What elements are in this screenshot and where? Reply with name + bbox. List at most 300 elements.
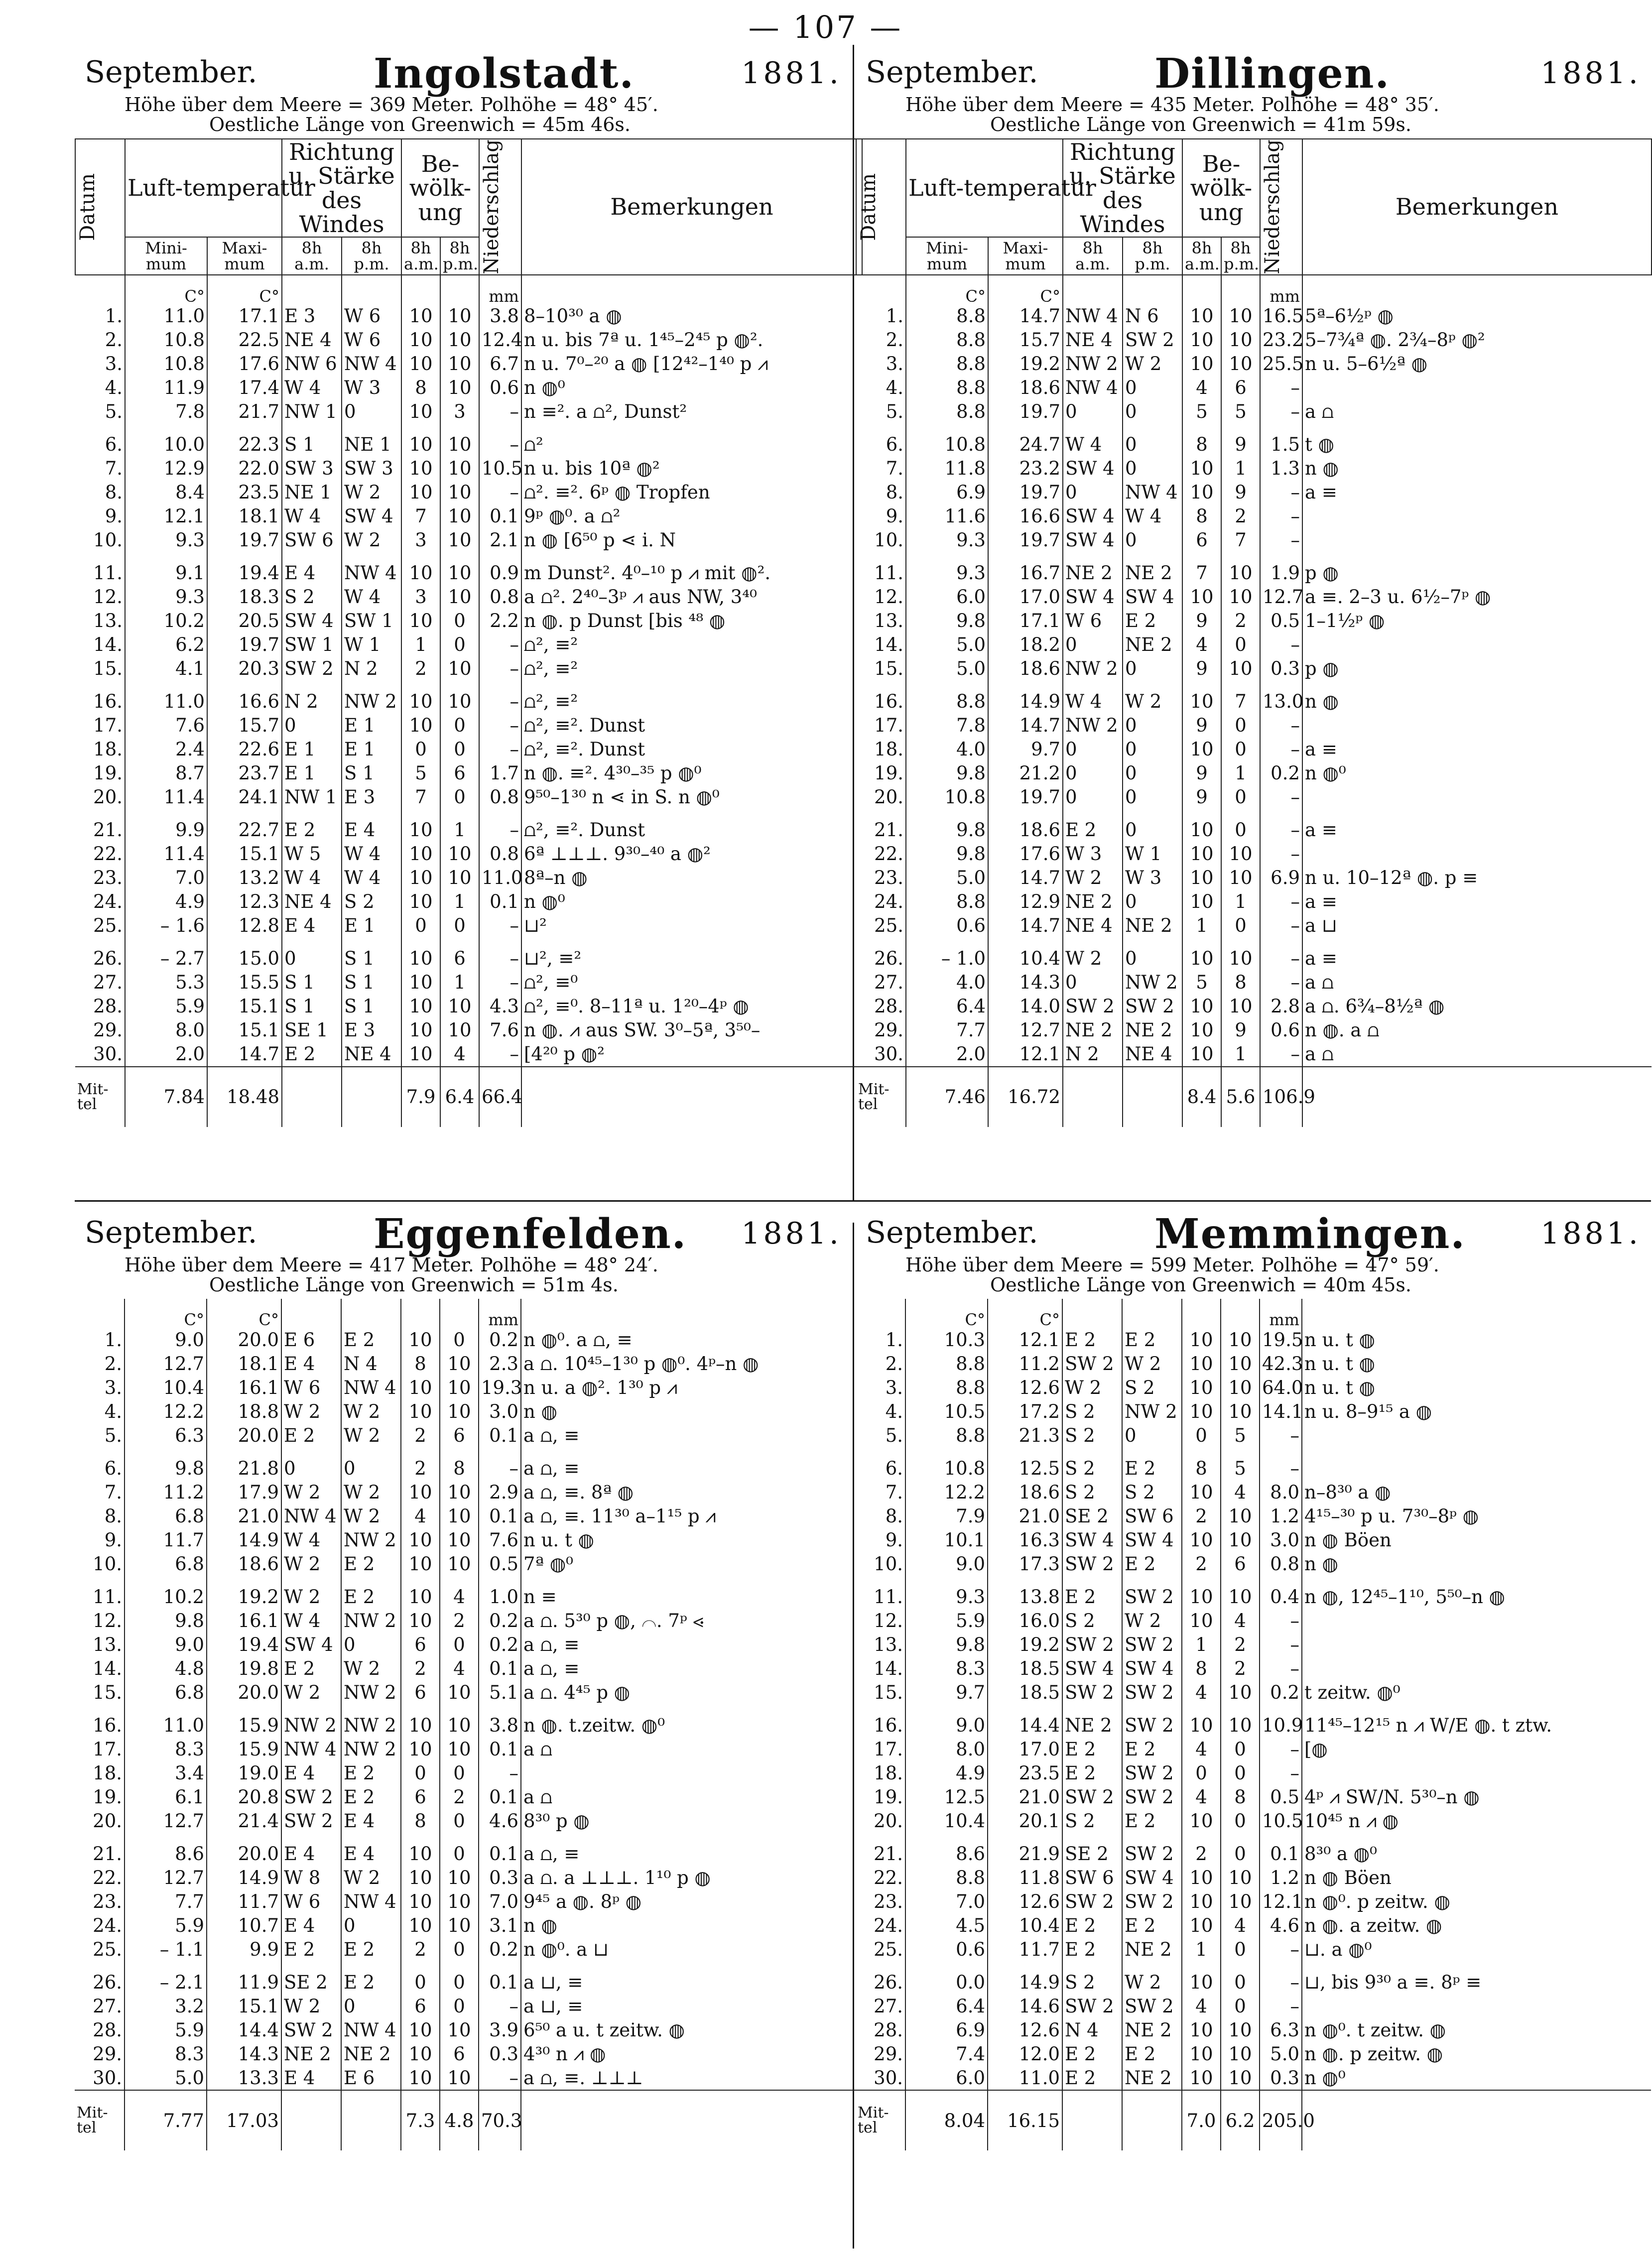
cell-minimum: 9.8: [125, 1609, 207, 1632]
station-longitude: Oestliche Länge von Greenwich = 51m 4s.: [209, 1274, 619, 1296]
cell-minimum: 10.0: [125, 433, 207, 457]
cell-niederschlag: 3.8: [479, 1713, 521, 1737]
cell-maximum: 17.1: [988, 609, 1063, 633]
cell-cloud-am: 4: [1182, 1680, 1221, 1704]
cell-niederschlag: 14.1: [1260, 1399, 1302, 1423]
cell-maximum: 19.2: [988, 1632, 1062, 1656]
cell-niederschlag: –: [1260, 1737, 1302, 1761]
table-row: [75, 561, 862, 585]
cell-cloud-pm: 1: [440, 890, 479, 914]
cell-maximum: 23.5: [207, 481, 282, 504]
cell-datum: 18.: [856, 738, 906, 761]
cell-wind-pm: SW 2: [1122, 1632, 1182, 1656]
cell-datum: 25.: [856, 914, 906, 938]
cell-cloud-am: 10: [1182, 1913, 1221, 1937]
table-row: [75, 1376, 862, 1399]
cell-bemerkungen: a ⩍. 4⁴⁵ p ◍: [523, 1681, 631, 1703]
cell-bemerkungen: ⩍², ≡². Dunst: [524, 819, 645, 841]
cell-niederschlag: 0.8: [1260, 1552, 1302, 1576]
cell-cloud-pm: 2: [1221, 609, 1260, 633]
cell-bemerkungen: n ◍: [1304, 1553, 1338, 1575]
cell-minimum: 9.8: [905, 1632, 988, 1656]
cell-niederschlag: 1.7: [479, 761, 521, 785]
cell-cloud-pm: 10: [440, 2018, 479, 2042]
cell-cloud-pm: 0: [1221, 1842, 1260, 1866]
cell-wind-pm: E 4: [342, 818, 401, 842]
cell-minimum: 2.0: [906, 1042, 988, 1067]
cell-minimum: 8.8: [906, 890, 988, 914]
cell-maximum: 17.3: [988, 1552, 1062, 1576]
cell-cloud-pm: 10: [440, 842, 479, 866]
cell-maximum: 13.2: [207, 866, 282, 890]
cell-minimum: 11.8: [906, 457, 988, 481]
table-row: [856, 1528, 1651, 1552]
cell-cloud-pm: 10: [440, 352, 479, 376]
cell-bemerkungen: a ≡: [1305, 948, 1337, 970]
cell-cloud-pm: 4: [440, 1042, 479, 1067]
cell-cloud-pm: 2: [1221, 1656, 1260, 1680]
cell-maximum: 20.0: [207, 1680, 281, 1704]
cell-wind-am: W 6: [281, 1889, 341, 1913]
table-row: [75, 528, 862, 552]
cell-minimum: 10.8: [125, 352, 207, 376]
cell-niederschlag: 0.1: [479, 504, 521, 528]
station-month: September.: [85, 55, 257, 90]
cell-bemerkungen: ⩍², ≡²: [524, 658, 578, 680]
table-row: [75, 657, 862, 681]
cell-datum: 29.: [75, 2042, 125, 2066]
cell-cloud-am: 10: [1182, 1528, 1221, 1552]
table-row: [75, 1761, 862, 1785]
cell-wind-pm: NE 2: [1123, 633, 1182, 657]
cell-minimum: 4.1: [125, 657, 207, 681]
cell-wind-am: W 2: [281, 1680, 341, 1704]
cell-cloud-am: 10: [1182, 842, 1221, 866]
cell-wind-am: NE 2: [1062, 1713, 1122, 1737]
table-row: [75, 761, 862, 785]
cell-minimum: 9.3: [906, 561, 988, 585]
cell-cloud-pm: 10: [440, 1913, 479, 1937]
cell-maximum: 14.4: [207, 2018, 281, 2042]
cell-cloud-pm: 10: [440, 1399, 479, 1423]
cell-bemerkungen: n ◍. a zeitw. ◍: [1304, 1914, 1442, 1936]
cell-bemerkungen: a ⩍: [523, 1786, 552, 1808]
cell-cloud-am: 10: [1182, 1376, 1221, 1399]
cell-datum: 14.: [75, 633, 125, 657]
cell-wind-pm: NE 4: [1123, 1042, 1182, 1067]
mean-niederschlag: 66.4: [479, 1067, 521, 1127]
cell-bemerkungen: [1302, 1994, 1651, 2018]
table-row: [856, 1609, 1651, 1632]
cell-datum: 6.: [75, 1456, 125, 1480]
weather-table: [856, 138, 1652, 1127]
cell-cloud-pm: 0: [440, 738, 479, 761]
cell-cloud-am: 2: [401, 1423, 440, 1447]
cell-cloud-pm: 0: [440, 1994, 479, 2018]
cell-bemerkungen: n ◍⁰. a ⩍, ≡: [523, 1329, 633, 1351]
cell-cloud-am: 10: [401, 1737, 440, 1761]
cell-niederschlag: 1.3: [1260, 457, 1302, 481]
cell-cloud-pm: 10: [1221, 1713, 1260, 1737]
cell-niederschlag: –: [479, 714, 521, 738]
cell-bemerkungen: a ⩍. a ⊥⊥⊥. 1¹⁰ p ◍: [523, 1867, 711, 1888]
unit-mm: mm: [479, 1299, 521, 1328]
table-row: [75, 457, 862, 481]
cell-datum: 4.: [856, 376, 906, 400]
cell-maximum: 15.1: [207, 1994, 281, 2018]
table-row: [75, 818, 862, 842]
cell-wind-pm: NW 2: [342, 690, 401, 714]
cell-cloud-pm: 10: [440, 1504, 479, 1528]
cell-minimum: 8.6: [125, 1842, 207, 1866]
cell-datum: 25.: [856, 1937, 905, 1961]
cell-bemerkungen: n u. 5–6½ª ◍: [1305, 353, 1428, 375]
cell-maximum: 18.5: [988, 1656, 1062, 1680]
cell-cloud-pm: 0: [440, 914, 479, 938]
cell-wind-am: SE 1: [282, 1018, 342, 1042]
cell-wind-pm: E 2: [341, 1585, 401, 1609]
cell-niederschlag: 13.0: [1260, 690, 1302, 714]
table-row: [75, 947, 862, 971]
cell-datum: 7.: [856, 1480, 905, 1504]
cell-cloud-pm: 10: [440, 1866, 479, 1889]
cell-datum: 15.: [856, 657, 906, 681]
cell-maximum: 18.6: [988, 376, 1063, 400]
cell-cloud-pm: 4: [1221, 1480, 1260, 1504]
cell-datum: 4.: [856, 1399, 905, 1423]
cell-datum: 12.: [75, 585, 125, 609]
cell-wind-pm: E 2: [341, 1785, 401, 1809]
cell-wind-pm: 0: [1123, 890, 1182, 914]
cell-bemerkungen: a ≡. 2–3 u. 6½–7ᵖ ◍: [1305, 586, 1491, 608]
cell-cloud-pm: 0: [1221, 1761, 1260, 1785]
cell-wind-am: S 2: [1062, 1399, 1122, 1423]
cell-maximum: 21.0: [988, 1785, 1062, 1809]
cell-cloud-am: 4: [1182, 376, 1221, 400]
cell-niederschlag: 6.3: [1260, 2018, 1302, 2042]
cell-datum: 18.: [75, 1761, 125, 1785]
cell-bemerkungen: n u. t ◍: [1304, 1353, 1375, 1375]
mean-cloud-am: 7.0: [1182, 2090, 1221, 2150]
cell-wind-am: NW 4: [281, 1504, 341, 1528]
cell-cloud-pm: 6: [440, 1423, 479, 1447]
cell-cloud-am: 10: [401, 1713, 440, 1737]
cell-minimum: 8.7: [125, 761, 207, 785]
cell-cloud-am: 4: [401, 1504, 440, 1528]
header-bemerkungen: Bemerkungen: [1302, 139, 1652, 275]
cell-datum: 9.: [856, 504, 906, 528]
cell-niederschlag: 0.5: [1260, 1785, 1302, 1809]
table-row: [856, 761, 1652, 785]
cell-wind-pm: W 2: [341, 1423, 401, 1447]
weather-table: [856, 1299, 1651, 2150]
cell-cloud-pm: 4: [440, 1656, 479, 1680]
cell-datum: 3.: [75, 352, 125, 376]
cell-minimum: 8.3: [125, 2042, 207, 2066]
cell-wind-am: SW 6: [1062, 1866, 1122, 1889]
cell-maximum: 14.9: [207, 1866, 281, 1889]
cell-wind-am: NW 2: [1063, 352, 1123, 376]
cell-maximum: 18.1: [207, 1352, 281, 1376]
cell-maximum: 12.0: [988, 2042, 1062, 2066]
cell-cloud-pm: 5: [1221, 400, 1260, 424]
cell-cloud-pm: 2: [1221, 504, 1260, 528]
cell-wind-am: NW 2: [281, 1713, 341, 1737]
cell-wind-pm: E 2: [341, 1937, 401, 1961]
cell-minimum: 2.0: [125, 1042, 207, 1067]
table-row: [75, 400, 862, 424]
cell-cloud-am: 10: [401, 1328, 440, 1352]
cell-wind-am: NE 4: [282, 890, 342, 914]
cell-minimum: 7.7: [906, 1018, 988, 1042]
cell-cloud-am: 10: [1182, 352, 1221, 376]
cell-niederschlag: 0.1: [1260, 1842, 1302, 1866]
cell-bemerkungen: n ◍⁰: [524, 377, 565, 399]
cell-cloud-pm: 4: [440, 1585, 479, 1609]
cell-maximum: 19.2: [988, 352, 1063, 376]
cell-wind-am: SW 1: [282, 633, 342, 657]
cell-cloud-pm: 10: [440, 481, 479, 504]
station-month: September.: [85, 1215, 257, 1250]
table-row: [75, 433, 862, 457]
cell-minimum: 11.7: [125, 1528, 207, 1552]
cell-bemerkungen: ⩍², ≡²: [524, 691, 578, 713]
cell-cloud-pm: 6: [440, 947, 479, 971]
station-year: 1881.: [741, 1216, 842, 1251]
cell-datum: 24.: [75, 1913, 125, 1937]
cell-wind-pm: W 4: [1123, 504, 1182, 528]
cell-bemerkungen: a ≡: [1305, 819, 1337, 841]
cell-maximum: 22.0: [207, 457, 282, 481]
mean-label: Mit-tel: [75, 1067, 125, 1127]
cell-bemerkungen: a ⩍, ≡: [523, 1424, 580, 1446]
cell-cloud-am: 10: [1182, 1585, 1221, 1609]
cell-bemerkungen: ⩍², ≡⁰: [524, 972, 578, 994]
table-row: [75, 842, 862, 866]
table-row: [75, 914, 862, 938]
cell-cloud-pm: 10: [440, 1376, 479, 1399]
cell-cloud-pm: 0: [440, 1809, 479, 1833]
cell-datum: 25.: [75, 1937, 125, 1961]
cell-cloud-am: 10: [401, 947, 440, 971]
cell-cloud-pm: 1: [1221, 890, 1260, 914]
cell-niederschlag: 0.1: [479, 1423, 521, 1447]
cell-wind-pm: NE 4: [342, 1042, 401, 1067]
cell-datum: 2.: [75, 1352, 125, 1376]
cell-minimum: 7.4: [905, 2042, 988, 2066]
cell-bemerkungen: a ⩍. 6¾–8½ª ◍: [1305, 996, 1445, 1017]
cell-bemerkungen: n ◍⁰: [524, 891, 565, 913]
cell-minimum: 5.0: [906, 657, 988, 681]
cell-wind-am: 0: [1063, 738, 1123, 761]
cell-wind-am: S 1: [282, 971, 342, 995]
cell-wind-pm: E 4: [341, 1809, 401, 1833]
cell-minimum: 5.0: [906, 633, 988, 657]
cell-minimum: 11.6: [906, 504, 988, 528]
cell-maximum: 18.1: [207, 504, 282, 528]
cell-cloud-pm: 8: [1221, 1785, 1260, 1809]
cell-cloud-pm: 10: [1221, 585, 1260, 609]
cell-datum: 18.: [75, 738, 125, 761]
cell-minimum: 6.8: [125, 1680, 207, 1704]
cell-cloud-am: 5: [401, 761, 440, 785]
cell-cloud-pm: 10: [440, 2066, 479, 2090]
cell-niederschlag: –: [1260, 1456, 1302, 1480]
cell-niederschlag: 42.3: [1260, 1352, 1302, 1376]
cell-minimum: 9.3: [905, 1585, 988, 1609]
cell-cloud-am: 10: [401, 457, 440, 481]
cell-minimum: 5.9: [125, 995, 207, 1018]
subheader-cloud-am: 8h a.m.: [401, 237, 440, 275]
cell-niederschlag: 12.4: [479, 328, 521, 352]
cell-wind-am: SW 6: [282, 528, 342, 552]
table-row: [856, 609, 1652, 633]
cell-cloud-pm: 0: [1221, 1994, 1260, 2018]
cell-cloud-am: 2: [401, 1656, 440, 1680]
cell-cloud-am: 3: [401, 528, 440, 552]
cell-datum: 5.: [75, 400, 125, 424]
cell-maximum: 19.2: [207, 1585, 281, 1609]
cell-cloud-pm: 10: [1221, 352, 1260, 376]
cell-wind-pm: W 4: [342, 585, 401, 609]
cell-maximum: 16.6: [207, 690, 282, 714]
cell-wind-am: NW 4: [1063, 376, 1123, 400]
cell-maximum: 19.7: [207, 633, 282, 657]
cell-cloud-am: 6: [401, 1785, 440, 1809]
cell-bemerkungen: 4ᵖ ⩘ SW/N. 5³⁰–n ◍: [1304, 1786, 1480, 1808]
cell-wind-am: E 2: [1062, 1737, 1122, 1761]
cell-wind-pm: E 2: [1122, 1737, 1182, 1761]
cell-cloud-pm: 6: [440, 2042, 479, 2066]
cell-cloud-am: 10: [401, 1480, 440, 1504]
cell-cloud-pm: 10: [440, 1680, 479, 1704]
cell-bemerkungen: n ◍⁰. t zeitw. ◍: [1304, 2019, 1446, 2041]
cell-cloud-pm: 10: [1221, 842, 1260, 866]
table-row: [856, 1585, 1651, 1609]
cell-niederschlag: 23.2: [1260, 328, 1302, 352]
table-row: [75, 504, 862, 528]
cell-niederschlag: 0.2: [1260, 761, 1302, 785]
cell-maximum: 18.6: [988, 1480, 1062, 1504]
table-row: [856, 504, 1652, 528]
cell-datum: 6.: [856, 1456, 905, 1480]
table-row: [856, 890, 1652, 914]
cell-niederschlag: 0.2: [1260, 1680, 1302, 1704]
table-row: [856, 1761, 1651, 1785]
cell-datum: 2.: [856, 1352, 905, 1376]
cell-cloud-am: 0: [1182, 1761, 1221, 1785]
cell-wind-am: SE 2: [1062, 1842, 1122, 1866]
cell-minimum: – 1.0: [906, 947, 988, 971]
cell-wind-pm: S 1: [342, 995, 401, 1018]
cell-datum: 11.: [75, 1585, 125, 1609]
cell-wind-pm: S 1: [342, 971, 401, 995]
table-row: [75, 1785, 862, 1809]
cell-datum: 15.: [75, 657, 125, 681]
cell-niederschlag: –: [479, 1042, 521, 1067]
cell-minimum: 4.8: [125, 1656, 207, 1680]
cell-bemerkungen: a ⊔, ≡: [523, 1995, 583, 2017]
cell-cloud-pm: 0: [1221, 633, 1260, 657]
cell-cloud-am: 10: [401, 971, 440, 995]
cell-wind-am: SW 2: [281, 2018, 341, 2042]
cell-minimum: 8.8: [906, 352, 988, 376]
cell-datum: 27.: [856, 971, 906, 995]
cell-maximum: 17.4: [207, 376, 282, 400]
cell-minimum: 10.3: [905, 1328, 988, 1352]
cell-minimum: 6.8: [125, 1504, 207, 1528]
cell-bemerkungen: ⩍², ≡²: [524, 634, 578, 656]
cell-cloud-pm: 10: [440, 457, 479, 481]
cell-wind-pm: NW 2: [341, 1680, 401, 1704]
cell-cloud-am: 10: [1182, 304, 1221, 328]
table-row: [75, 866, 862, 890]
subheader-wind-pm: 8h p.m.: [342, 237, 401, 275]
cell-maximum: 14.6: [988, 1994, 1062, 2018]
cell-niederschlag: –: [1260, 376, 1302, 400]
cell-wind-am: S 2: [282, 585, 342, 609]
cell-niederschlag: 12.1: [1260, 1889, 1302, 1913]
cell-datum: 7.: [75, 457, 125, 481]
cell-bemerkungen: t ◍: [1305, 434, 1334, 456]
cell-cloud-pm: 5: [1221, 1456, 1260, 1480]
table-row: [75, 1018, 862, 1042]
cell-minimum: 9.8: [906, 609, 988, 633]
cell-wind-am: 0: [282, 947, 342, 971]
table-row: [856, 2042, 1651, 2066]
cell-niederschlag: 2.8: [1260, 995, 1302, 1018]
cell-cloud-pm: 10: [1221, 1352, 1260, 1376]
cell-wind-am: E 2: [1062, 1761, 1122, 1785]
cell-minimum: 8.8: [905, 1423, 988, 1447]
cell-wind-pm: 0: [342, 400, 401, 424]
cell-cloud-pm: 9: [1221, 481, 1260, 504]
cell-niederschlag: 0.6: [479, 376, 521, 400]
cell-cloud-am: 10: [401, 304, 440, 328]
cell-cloud-pm: 10: [440, 1713, 479, 1737]
cell-niederschlag: 1.2: [1260, 1504, 1302, 1528]
cell-niederschlag: –: [479, 738, 521, 761]
subheader-maximum: Maxi-mum: [207, 237, 282, 275]
cell-minimum: 6.1: [125, 1785, 207, 1809]
cell-datum: 20.: [75, 785, 125, 809]
cell-cloud-pm: 10: [1221, 1866, 1260, 1889]
cell-minimum: 8.8: [906, 304, 988, 328]
cell-cloud-pm: 9: [1221, 433, 1260, 457]
cell-minimum: 11.0: [125, 304, 207, 328]
cell-wind-am: NE 2: [1063, 561, 1123, 585]
cell-cloud-am: 10: [1182, 2042, 1221, 2066]
cell-datum: 28.: [856, 995, 906, 1018]
cell-datum: 22.: [75, 1866, 125, 1889]
cell-maximum: 19.7: [988, 528, 1063, 552]
table-row: [856, 914, 1652, 938]
cell-datum: 1.: [75, 1328, 125, 1352]
cell-cloud-pm: 10: [440, 1737, 479, 1761]
cell-wind-am: 0: [1063, 971, 1123, 995]
cell-cloud-am: 10: [1182, 1809, 1221, 1833]
cell-cloud-am: 9: [1182, 714, 1221, 738]
cell-maximum: 15.1: [207, 1018, 282, 1042]
cell-niederschlag: 64.0: [1260, 1376, 1302, 1399]
cell-maximum: 18.2: [988, 633, 1063, 657]
cell-bemerkungen: [1302, 1609, 1651, 1632]
cell-niederschlag: 10.5: [1260, 1809, 1302, 1833]
mean-cloud-pm: 5.6: [1221, 1067, 1260, 1127]
cell-cloud-pm: 10: [440, 504, 479, 528]
cell-wind-am: W 4: [1063, 433, 1123, 457]
cell-bemerkungen: a ⩍. 10⁴⁵–1³⁰ p ◍⁰. 4ᵖ–n ◍: [523, 1353, 759, 1375]
